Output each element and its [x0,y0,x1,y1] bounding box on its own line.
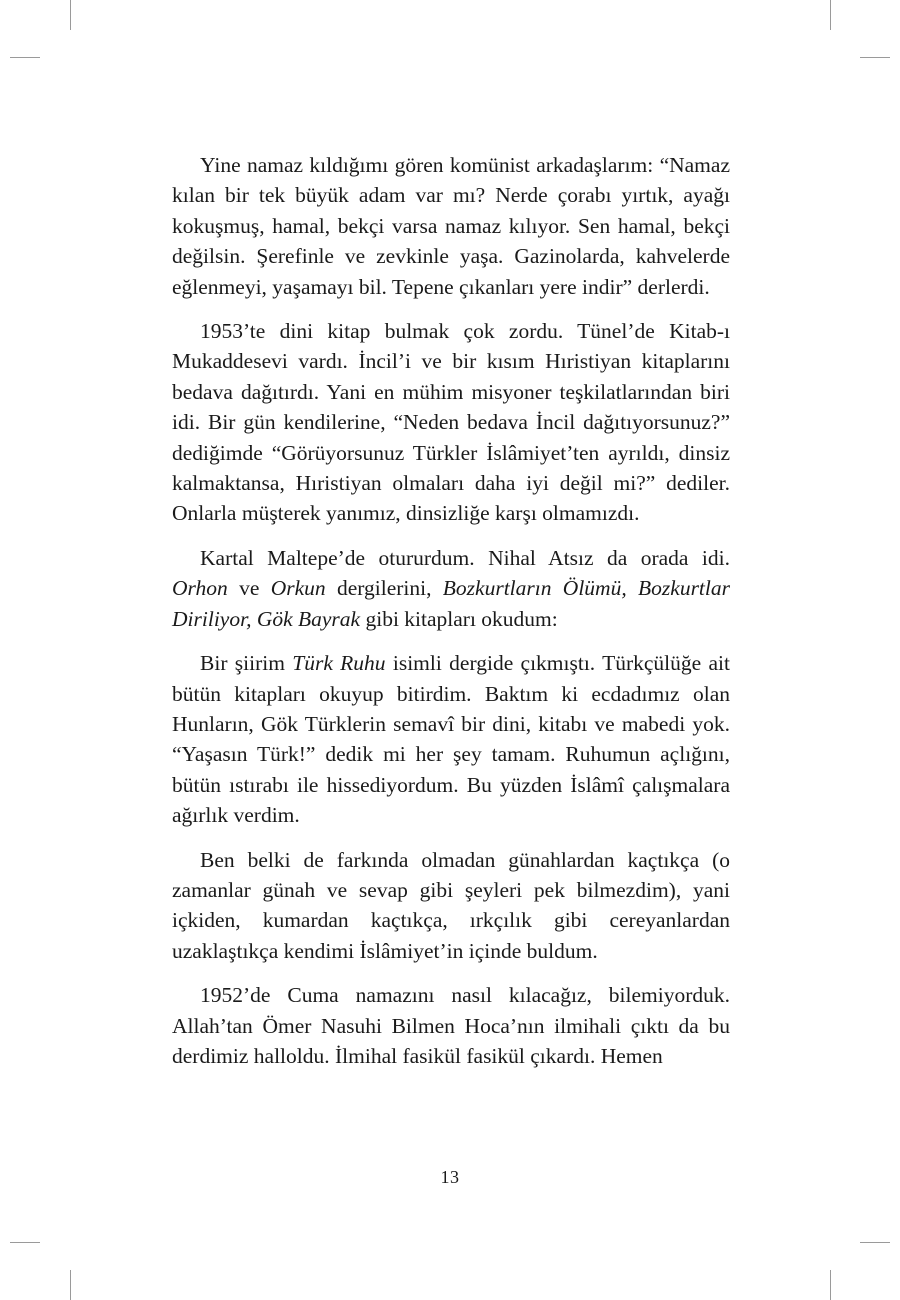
book-title-orkun: Orkun [270,576,326,601]
paragraph-avoiding-sins [172,845,730,967]
crop-mark-bottom-left-horizontal [10,1242,40,1243]
book-titles-bozkurtlar: Bozkurtların Ölümü, Bozkurtlar Diriliyor, Gök Bayrak [172,576,730,631]
paragraph-text: 1953’te dini kitap bulmak çok zordu. Tünel’de Kitab-ı Mukaddesevi vardı. İncil’i ve bir kısım Hıristiyan kitaplarını bedava dağıtırdı. Yani en mühim misyoner teşkilatlarından biri idi. Bir gün kendilerine, “Neden bedava İncil dağıtıyorsunuz?” dediğimde “Görüyorsunuz Türkler İslâmiyet’ten ayrıldı, dinsiz kalmaktansa, Hıristiyan olmaları daha iyi değil mi?” dediler. Onlarla müşterek yanımız, dinsizliğe karşı olmamızdı. [172,319,730,526]
crop-mark-top-right [830,0,831,30]
paragraph-kartal-maltepe [172,543,730,634]
paragraph-religious-books-1953 [172,316,730,529]
crop-mark-top-right-horizontal [860,57,890,58]
paragraph-text: Bir şiirim [200,651,293,676]
paragraph-text: isimli dergide çıkmıştı. Türkçülüğe ait bütün kitapları okuyup bitirdim. Baktım ki ecdadımız olan Hunların, Gök Türklerin semavî bir dini, kitabı ve mabedi yok. “Yaşasın Türk!” dedik mi her şey tamam. Ruhumun açlığını, bütün ıstırabı ile hissediyordum. Bu yüzden İslâmî çalışmalara ağırlık verdim. [172,651,730,828]
paragraph-text: 1952’de Cuma namazını nasıl kılacağız, bilemiyorduk. Allah’tan Ömer Nasuhi Bilmen Hoca’nın ilmihali çıktı da bu derdimiz halloldu. İlmihal fasikül fasikül çıkardı. Hemen [172,983,730,1068]
paragraph-text: dergilerini, [325,576,443,601]
paragraph-turk-ruhu [172,648,730,830]
paragraph-communist-friends [172,150,730,302]
paragraph-text: Kartal Maltepe’de otururdum. Nihal Atsız da orada idi. [200,545,730,570]
paragraph-text: gibi kitapları okudum: [360,606,558,631]
crop-mark-bottom-right [830,1270,831,1300]
paragraph-text: Ben belki de farkında olmadan günahlardan kaçtıkça (o zamanlar günah ve sevap gibi şeyleri pek bilmezdim), yani içkiden, kumardan kaçtıkça, ırkçılık gibi cereyanlardan uzaklaştıkça kendimi İslâmiyet’in içinde buldum. [172,847,730,963]
page-body-text [172,150,730,1085]
book-title-orhon: Orhon [172,576,228,601]
crop-mark-bottom-right-horizontal [860,1242,890,1243]
paragraph-text: ve [227,576,271,601]
paragraph-text: Yine namaz kıldığımı gören komünist arkadaşlarım: “Namaz kılan bir tek büyük adam var mı? Nerde çorabı yırtık, ayağı kokuşmuş, hamal, bekçi varsa namaz kılıyor. Sen hamal, bekçi değilsin. Şerefinle ve zevkinle yaşa. Gazinolarda, kahvelerde eğlenmeyi, yaşamayı bil. Tepene çıkanları yere indir” derlerdi. [172,153,730,299]
magazine-title-turk-ruhu: Türk Ruhu [292,651,386,676]
crop-mark-top-left [70,0,71,30]
page-number: 13 [440,1167,460,1187]
crop-mark-top-left-horizontal [10,57,40,58]
crop-mark-bottom-left [70,1270,71,1300]
paragraph-friday-prayer-1952 [172,980,730,1071]
